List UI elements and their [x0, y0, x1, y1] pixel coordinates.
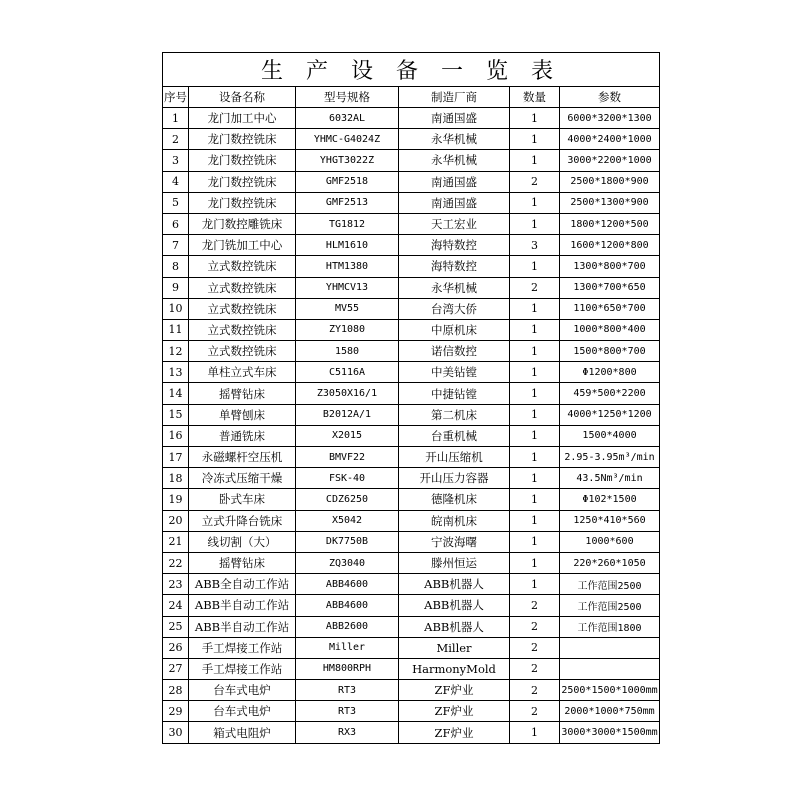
cell-parameters: Φ1200*800: [560, 362, 660, 383]
cell-model: FSK-40: [296, 468, 399, 489]
cell-parameters: Φ102*1500: [560, 489, 660, 510]
cell-model: HM800RPH: [296, 658, 399, 679]
cell-quantity: 2: [510, 658, 560, 679]
cell-equipment-name: 普通铣床: [189, 425, 296, 446]
cell-equipment-name: 卧式车床: [189, 489, 296, 510]
table-row: [163, 192, 660, 213]
cell-model: YHMC-G4024Z: [296, 129, 399, 150]
cell-quantity: 1: [510, 213, 560, 234]
cell-manufacturer: 第二机床: [399, 404, 510, 425]
cell-manufacturer: ABB机器人: [399, 616, 510, 637]
cell-equipment-name: 永磁螺杆空压机: [189, 447, 296, 468]
cell-quantity: 2: [510, 171, 560, 192]
cell-index: 18: [163, 468, 189, 489]
cell-equipment-name: 冷冻式压缩干燥: [189, 468, 296, 489]
cell-parameters: 工作范围1800: [560, 616, 660, 637]
cell-quantity: 2: [510, 616, 560, 637]
cell-quantity: 1: [510, 552, 560, 573]
cell-parameters: 1500*4000: [560, 425, 660, 446]
cell-index: 8: [163, 256, 189, 277]
cell-manufacturer: 德隆机床: [399, 489, 510, 510]
cell-manufacturer: 南通国盛: [399, 108, 510, 129]
cell-parameters: 工作范围2500: [560, 574, 660, 595]
cell-equipment-name: 立式升降台铣床: [189, 510, 296, 531]
cell-quantity: 1: [510, 150, 560, 171]
table-row: [163, 213, 660, 234]
cell-manufacturer: 海特数控: [399, 256, 510, 277]
cell-model: HLM1610: [296, 235, 399, 256]
cell-model: YHGT3022Z: [296, 150, 399, 171]
cell-model: ZQ3040: [296, 552, 399, 573]
cell-manufacturer: ZF炉业: [399, 722, 510, 743]
cell-quantity: 1: [510, 383, 560, 404]
cell-equipment-name: 摇臂钻床: [189, 552, 296, 573]
cell-index: 14: [163, 383, 189, 404]
table-row: [163, 298, 660, 319]
cell-equipment-name: 龙门铣加工中心: [189, 235, 296, 256]
table-row: [163, 722, 660, 743]
cell-model: X5042: [296, 510, 399, 531]
cell-quantity: 1: [510, 447, 560, 468]
cell-equipment-name: 台车式电炉: [189, 680, 296, 701]
cell-quantity: 3: [510, 235, 560, 256]
cell-quantity: 1: [510, 489, 560, 510]
cell-index: 26: [163, 637, 189, 658]
table-row: [163, 277, 660, 298]
cell-model: ABB4600: [296, 574, 399, 595]
cell-equipment-name: 立式数控铣床: [189, 341, 296, 362]
cell-index: 9: [163, 277, 189, 298]
cell-parameters: [560, 658, 660, 679]
cell-quantity: 1: [510, 129, 560, 150]
cell-parameters: 1300*700*650: [560, 277, 660, 298]
cell-index: 6: [163, 213, 189, 234]
cell-manufacturer: 南通国盛: [399, 192, 510, 213]
cell-model: MV55: [296, 298, 399, 319]
cell-model: YHMCV13: [296, 277, 399, 298]
cell-manufacturer: 中捷钻镗: [399, 383, 510, 404]
cell-equipment-name: 单柱立式车床: [189, 362, 296, 383]
cell-index: 23: [163, 574, 189, 595]
cell-quantity: 2: [510, 277, 560, 298]
table-row: [163, 235, 660, 256]
cell-quantity: 1: [510, 574, 560, 595]
table-row: [163, 108, 660, 129]
cell-quantity: 1: [510, 298, 560, 319]
cell-parameters: 工作范围2500: [560, 595, 660, 616]
cell-index: 15: [163, 404, 189, 425]
cell-parameters: 220*260*1050: [560, 552, 660, 573]
cell-manufacturer: 天工宏业: [399, 213, 510, 234]
cell-manufacturer: 永华机械: [399, 150, 510, 171]
cell-quantity: 2: [510, 680, 560, 701]
header-index: 序号: [163, 87, 189, 108]
header-model: 型号规格: [296, 87, 399, 108]
cell-index: 28: [163, 680, 189, 701]
cell-model: HTM1380: [296, 256, 399, 277]
cell-index: 2: [163, 129, 189, 150]
cell-manufacturer: HarmonyMold: [399, 658, 510, 679]
cell-quantity: 1: [510, 468, 560, 489]
cell-parameters: [560, 637, 660, 658]
cell-quantity: 2: [510, 637, 560, 658]
cell-manufacturer: 滕州恒运: [399, 552, 510, 573]
header-parameters: 参数: [560, 87, 660, 108]
cell-index: 7: [163, 235, 189, 256]
cell-equipment-name: 箱式电阻炉: [189, 722, 296, 743]
table-row: [163, 468, 660, 489]
table-row: [163, 425, 660, 446]
cell-parameters: 2500*1300*900: [560, 192, 660, 213]
sheet-title: 生 产 设 备 一 览 表: [163, 53, 660, 87]
cell-parameters: 1800*1200*500: [560, 213, 660, 234]
cell-equipment-name: 立式数控铣床: [189, 277, 296, 298]
cell-manufacturer: 海特数控: [399, 235, 510, 256]
cell-equipment-name: ABB半自动工作站: [189, 595, 296, 616]
cell-index: 20: [163, 510, 189, 531]
cell-model: RT3: [296, 701, 399, 722]
cell-equipment-name: 台车式电炉: [189, 701, 296, 722]
table-row: [163, 489, 660, 510]
table-row: [163, 341, 660, 362]
cell-index: 22: [163, 552, 189, 573]
cell-parameters: 6000*3200*1300: [560, 108, 660, 129]
cell-manufacturer: 永华机械: [399, 129, 510, 150]
cell-quantity: 2: [510, 701, 560, 722]
cell-manufacturer: 中美钻镗: [399, 362, 510, 383]
cell-model: DK7750B: [296, 531, 399, 552]
cell-parameters: 1100*650*700: [560, 298, 660, 319]
cell-model: GMF2513: [296, 192, 399, 213]
cell-equipment-name: 龙门数控铣床: [189, 129, 296, 150]
table-row: [163, 574, 660, 595]
cell-manufacturer: ZF炉业: [399, 701, 510, 722]
cell-manufacturer: 南通国盛: [399, 171, 510, 192]
cell-manufacturer: 台重机械: [399, 425, 510, 446]
table-row: [163, 256, 660, 277]
cell-manufacturer: 台湾大侨: [399, 298, 510, 319]
table-row: [163, 404, 660, 425]
cell-equipment-name: 龙门加工中心: [189, 108, 296, 129]
cell-manufacturer: ABB机器人: [399, 595, 510, 616]
cell-manufacturer: 诺信数控: [399, 341, 510, 362]
cell-model: ABB2600: [296, 616, 399, 637]
cell-index: 21: [163, 531, 189, 552]
cell-equipment-name: 手工焊接工作站: [189, 637, 296, 658]
cell-index: 24: [163, 595, 189, 616]
equipment-table: [162, 52, 660, 744]
cell-parameters: 1600*1200*800: [560, 235, 660, 256]
cell-index: 16: [163, 425, 189, 446]
cell-manufacturer: ABB机器人: [399, 574, 510, 595]
cell-index: 11: [163, 319, 189, 340]
cell-manufacturer: 开山压缩机: [399, 447, 510, 468]
cell-manufacturer: Miller: [399, 637, 510, 658]
table-row: [163, 531, 660, 552]
table-body: [163, 108, 660, 744]
table-row: [163, 447, 660, 468]
table-row: [163, 595, 660, 616]
cell-model: TG1812: [296, 213, 399, 234]
cell-index: 12: [163, 341, 189, 362]
cell-index: 13: [163, 362, 189, 383]
cell-parameters: 4000*1250*1200: [560, 404, 660, 425]
cell-quantity: 1: [510, 510, 560, 531]
cell-equipment-name: 龙门数控铣床: [189, 150, 296, 171]
cell-quantity: 1: [510, 531, 560, 552]
cell-quantity: 1: [510, 341, 560, 362]
cell-parameters: 4000*2400*1000: [560, 129, 660, 150]
cell-parameters: 2000*1000*750mm: [560, 701, 660, 722]
cell-equipment-name: 立式数控铣床: [189, 319, 296, 340]
cell-index: 4: [163, 171, 189, 192]
cell-equipment-name: 龙门数控雕铣床: [189, 213, 296, 234]
table-row: [163, 701, 660, 722]
cell-parameters: 2500*1800*900: [560, 171, 660, 192]
cell-index: 10: [163, 298, 189, 319]
cell-model: BMVF22: [296, 447, 399, 468]
cell-quantity: 1: [510, 192, 560, 213]
table-row: [163, 129, 660, 150]
cell-index: 1: [163, 108, 189, 129]
cell-manufacturer: 开山压力容器: [399, 468, 510, 489]
cell-quantity: 1: [510, 256, 560, 277]
cell-parameters: 3000*3000*1500mm: [560, 722, 660, 743]
cell-manufacturer: 中原机床: [399, 319, 510, 340]
cell-model: X2015: [296, 425, 399, 446]
cell-parameters: 1250*410*560: [560, 510, 660, 531]
cell-equipment-name: 立式数控铣床: [189, 298, 296, 319]
cell-parameters: 3000*2200*1000: [560, 150, 660, 171]
cell-parameters: 1000*600: [560, 531, 660, 552]
cell-manufacturer: 皖南机床: [399, 510, 510, 531]
cell-model: 6032AL: [296, 108, 399, 129]
cell-model: Z3050X16/1: [296, 383, 399, 404]
cell-model: GMF2518: [296, 171, 399, 192]
table-row: [163, 616, 660, 637]
cell-quantity: 2: [510, 595, 560, 616]
cell-equipment-name: 摇臂钻床: [189, 383, 296, 404]
cell-index: 25: [163, 616, 189, 637]
table-row: [163, 150, 660, 171]
cell-parameters: 43.5Nm³/min: [560, 468, 660, 489]
cell-parameters: 459*500*2200: [560, 383, 660, 404]
cell-quantity: 1: [510, 404, 560, 425]
cell-equipment-name: ABB半自动工作站: [189, 616, 296, 637]
table-row: [163, 680, 660, 701]
cell-index: 29: [163, 701, 189, 722]
table-row: [163, 383, 660, 404]
cell-equipment-name: 单臂刨床: [189, 404, 296, 425]
cell-index: 17: [163, 447, 189, 468]
table-row: [163, 637, 660, 658]
cell-model: ZY1080: [296, 319, 399, 340]
cell-model: 1580: [296, 341, 399, 362]
cell-index: 27: [163, 658, 189, 679]
cell-index: 30: [163, 722, 189, 743]
cell-model: RT3: [296, 680, 399, 701]
cell-parameters: 1500*800*700: [560, 341, 660, 362]
header-quantity: 数量: [510, 87, 560, 108]
cell-parameters: 1300*800*700: [560, 256, 660, 277]
header-equipment-name: 设备名称: [189, 87, 296, 108]
cell-equipment-name: 龙门数控铣床: [189, 192, 296, 213]
cell-quantity: 1: [510, 362, 560, 383]
table-row: [163, 658, 660, 679]
cell-quantity: 1: [510, 319, 560, 340]
cell-equipment-name: ABB全自动工作站: [189, 574, 296, 595]
cell-model: ABB4600: [296, 595, 399, 616]
table-row: [163, 552, 660, 573]
cell-model: CDZ6250: [296, 489, 399, 510]
cell-equipment-name: 立式数控铣床: [189, 256, 296, 277]
cell-parameters: 2500*1500*1000mm: [560, 680, 660, 701]
equipment-sheet: [162, 52, 659, 744]
table-row: [163, 171, 660, 192]
cell-quantity: 1: [510, 425, 560, 446]
header-manufacturer: 制造厂商: [399, 87, 510, 108]
cell-model: B2012A/1: [296, 404, 399, 425]
cell-parameters: 1000*800*400: [560, 319, 660, 340]
cell-model: RX3: [296, 722, 399, 743]
cell-model: C5116A: [296, 362, 399, 383]
cell-quantity: 1: [510, 108, 560, 129]
cell-equipment-name: 线切割（大）: [189, 531, 296, 552]
cell-manufacturer: 宁波海曙: [399, 531, 510, 552]
cell-quantity: 1: [510, 722, 560, 743]
cell-manufacturer: 永华机械: [399, 277, 510, 298]
cell-index: 3: [163, 150, 189, 171]
cell-manufacturer: ZF炉业: [399, 680, 510, 701]
header-row: [163, 87, 660, 108]
table-row: [163, 319, 660, 340]
table-row: [163, 362, 660, 383]
cell-equipment-name: 手工焊接工作站: [189, 658, 296, 679]
cell-index: 19: [163, 489, 189, 510]
cell-parameters: 2.95-3.95m³/min: [560, 447, 660, 468]
cell-model: Miller: [296, 637, 399, 658]
table-row: [163, 510, 660, 531]
cell-index: 5: [163, 192, 189, 213]
cell-equipment-name: 龙门数控铣床: [189, 171, 296, 192]
